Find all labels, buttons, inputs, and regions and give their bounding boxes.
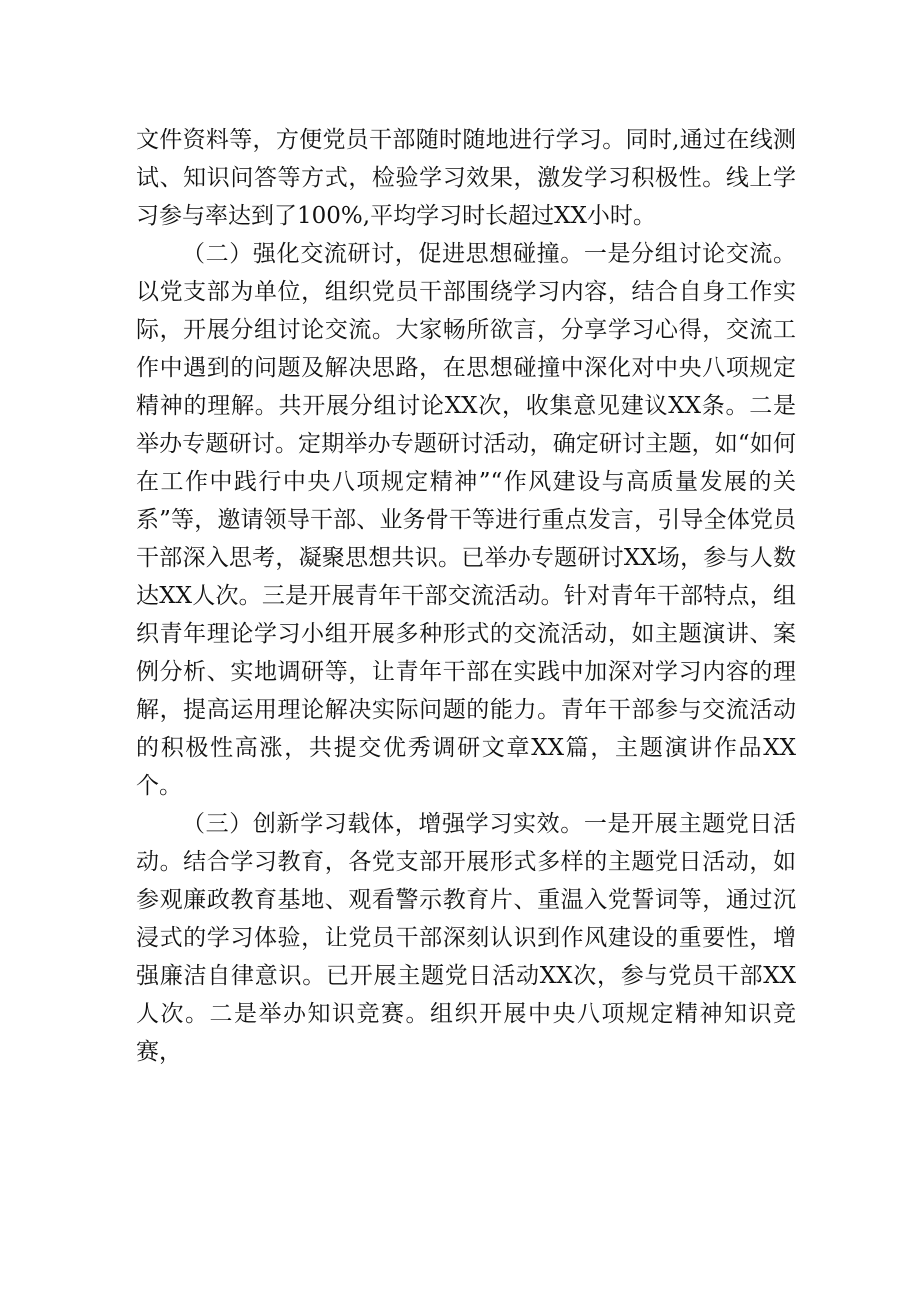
document-body: [136, 121, 796, 1071]
paragraph-continued: 文件资料等，方便党员干部随时随地进行学习。同时,通过在线测试、知识问答等方式，检验学习效果，激发学习积极性。线上学习参与率达到了100%,平均学习时长超过XX小时。: [136, 127, 796, 229]
paragraph-section-three: （三）创新学习载体，增强学习实效。一是开展主题党日活动。结合学习教育，各党支部开展形式多样的主题党日活动，如参观廉政教育基地、观看警示教育片、重温入党誓词等，通过沉浸式的学习体验，让党员干部深刻认识到作风建设的重要性，增强廉洁自律意识。已开展主题党日活动XX次，参与党员干部XX人次。二是举办知识竞赛。组织开展中央八项规定精神知识竞赛，: [136, 811, 796, 1065]
paragraph-section-two: （二）强化交流研讨，促进思想碰撞。一是分组讨论交流。以党支部为单位，组织党员干部围绕学习内容，结合自身工作实际，开展分组讨论交流。大家畅所欲言，分享学习心得，交流工作中遇到的问题及解决思路，在思想碰撞中深化对中央八项规定精神的理解。共开展分组讨论XX次，收集意见建议XX条。二是举办专题研讨。定期举办专题研讨活动，确定研讨主题，如“如何在工作中践行中央八项规定精神”“作风建设与高质量发展的关系”等，邀请领导干部、业务骨干等进行重点发言，引导全体党员干部深入思考，凝聚思想共识。已举办专题研讨XX场，参与人数达XX人次。三是开展青年干部交流活动。针对青年干部特点，组织青年理论学习小组开展多种形式的交流活动，如主题演讲、案例分析、实地调研等，让青年干部在实践中加深对学习内容的理解，提高运用理论解决实际问题的能力。青年干部参与交流活动的积极性高涨，共提交优秀调研文章XX篇，主题演讲作品XX个。: [136, 241, 796, 799]
